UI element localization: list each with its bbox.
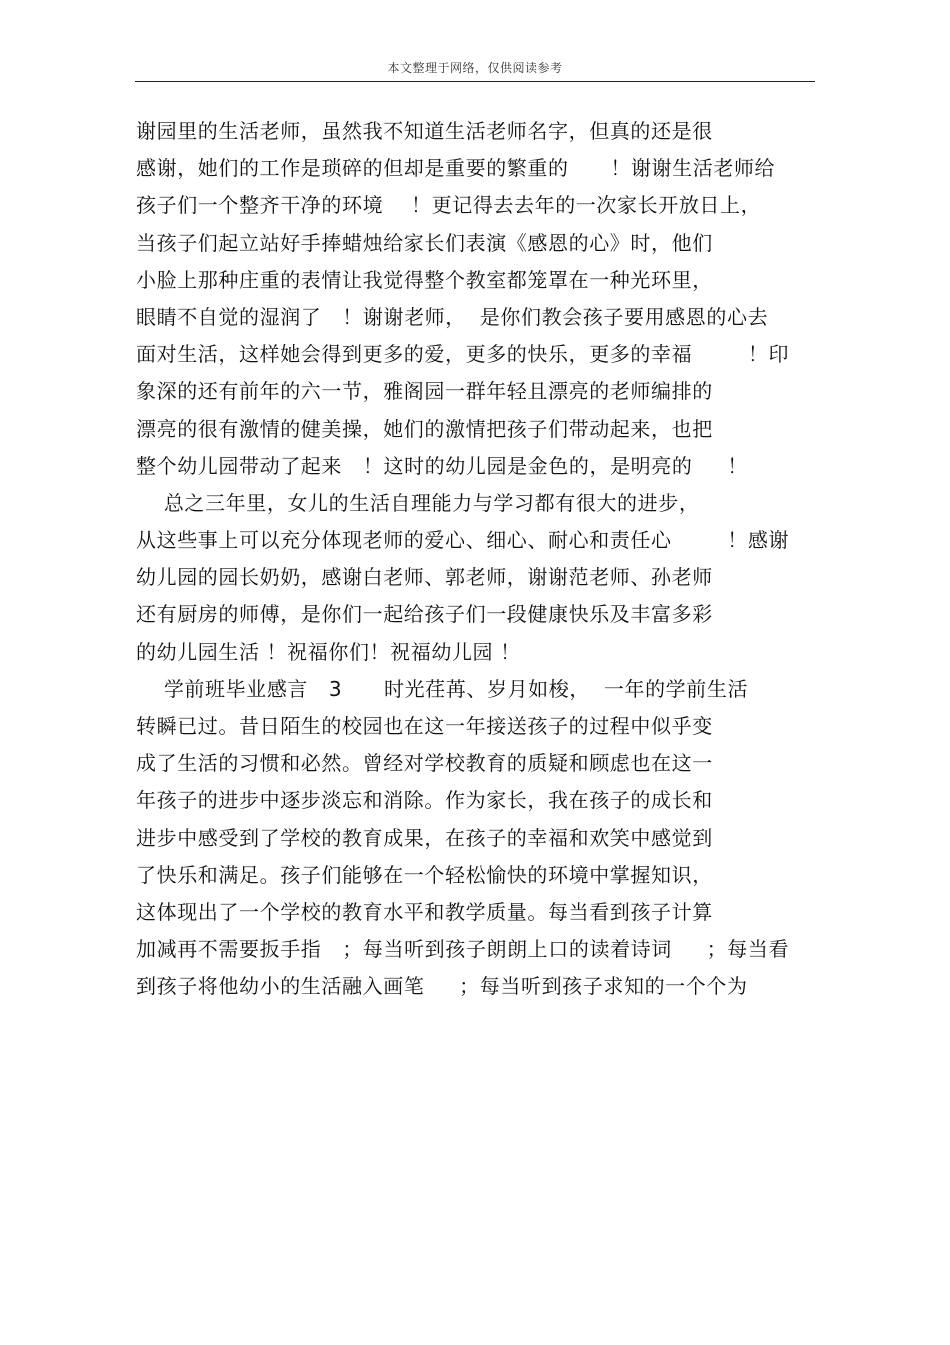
text-line: 谢园里的生活老师，虽然我不知道生活老师名字，但真的还是很 [136, 119, 713, 143]
text-line: 幼儿园的园长奶奶，感谢白老师、郭老师，谢谢范老师、孙老师 [136, 565, 713, 590]
text-line: 漂亮的很有激情的健美操，她们的激情把孩子们带动起来，也把 [136, 416, 713, 441]
text-line: 从这些事上可以充分体现老师的爱心、细心、耐心和责任心 ！感谢 [136, 528, 790, 553]
text-line: 感谢，她们的工作是琐碎的但却是重要的繁重的 ！谢谢生活老师给 [136, 156, 776, 181]
text-line: 面对生活，这样她会得到更多的爱，更多的快乐，更多的幸福 ！印 [136, 342, 790, 367]
text-line: 当孩子们起立站好手捧蜡烛给家长们表演《感恩的心》时，他们 [136, 230, 713, 255]
text-line: 这体现出了一个学校的教育水平和教学质量。每当看到孩子计算 [136, 899, 713, 924]
text-line: 小脸上那种庄重的表情让我觉得整个教室都笼罩在一种光环里， [136, 267, 713, 292]
text-line: 眼睛不自觉的湿润了 ！谢谢老师， 是你们教会孩子要用感恩的心去 [136, 304, 769, 329]
page-header [135, 57, 815, 82]
text-line: 整个幼儿园带动了起来 ！这时的幼儿园是金色的，是明亮的 ！ [136, 453, 748, 478]
text-line: 进步中感受到了学校的教育成果，在孩子的幸福和欢笑中感觉到 [136, 825, 713, 850]
text-line: 了快乐和满足。孩子们能够在一个轻松愉快的环境中掌握知识， [136, 862, 713, 887]
text-line: 转瞬已过。昔日陌生的校园也在这一年接送孩子的过程中似乎变 [136, 714, 713, 738]
text-line: 孩子们一个整齐干净的环境 ！更记得去去年的一次家长开放日上， [136, 193, 762, 218]
text-line: 总之三年里，女儿的生活自理能力与学习都有很大的进步， [136, 490, 700, 515]
header-text: 本文整理于网络，仅供阅读参考 [387, 61, 563, 75]
document-body [136, 113, 836, 1006]
text-line: 学前班毕业感言 3 时光荏苒、岁月如梭， 一年的学前生活 [136, 676, 749, 701]
text-line: 年孩子的进步中逐步淡忘和消除。作为家长，我在孩子的成长和 [136, 788, 713, 813]
text-line: 加减再不需要扳手指 ；每当听到孩子朗朗上口的读着诗词 ；每当看 [136, 937, 790, 962]
text-line: 象深的还有前年的六一节，雅阁园一群年轻且漂亮的老师编排的 [136, 379, 713, 404]
text-line: 到孩子将他幼小的生活融入画笔 ；每当听到孩子求知的一个个为 [136, 974, 748, 999]
text-line: 的幼儿园生活 ！祝福你们！祝福幼儿园 ！ [136, 639, 521, 664]
text-line: 成了生活的习惯和必然。曾经对学校教育的质疑和顾虑也在这一 [136, 751, 713, 776]
text-line: 还有厨房的师傅，是你们一起给孩子们一段健康快乐及丰富多彩 [136, 602, 713, 627]
